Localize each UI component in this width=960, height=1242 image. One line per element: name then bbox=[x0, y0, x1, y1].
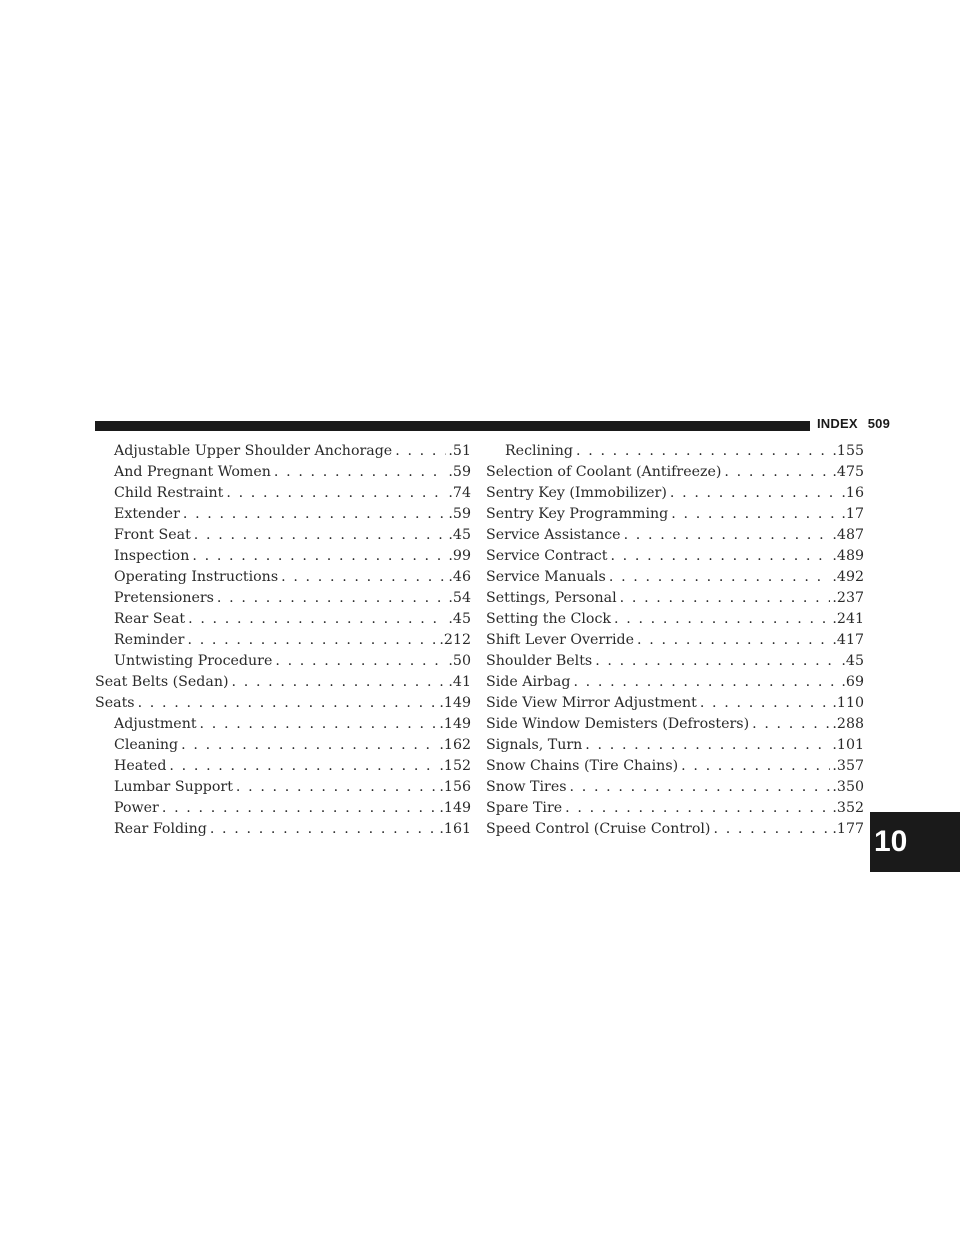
dot-leader bbox=[226, 483, 446, 504]
entry-term: Operating Instructions bbox=[114, 569, 279, 585]
entry-page: .149 bbox=[439, 695, 471, 711]
entry-term: Untwisting Procedure bbox=[114, 653, 273, 669]
entry-page: .357 bbox=[832, 758, 864, 774]
entry-term: Power bbox=[114, 800, 159, 816]
dot-leader bbox=[236, 777, 438, 798]
entry-term: Front Seat bbox=[114, 527, 191, 543]
entry-term: Side Window Demisters (Defrosters) bbox=[486, 716, 750, 732]
entry-page: .475 bbox=[832, 464, 864, 480]
entry-page: .156 bbox=[439, 779, 471, 795]
chapter-tab: 10 bbox=[870, 812, 960, 872]
index-entry bbox=[95, 798, 471, 819]
dot-leader bbox=[670, 483, 840, 504]
entry-term: Lumbar Support bbox=[114, 779, 233, 795]
entry-term: Adjustable Upper Shoulder Anchorage bbox=[114, 443, 393, 459]
index-entry bbox=[95, 672, 471, 693]
dot-leader bbox=[724, 462, 830, 483]
index-entry bbox=[95, 651, 471, 672]
entry-page: .51 bbox=[448, 443, 471, 459]
dot-leader bbox=[752, 714, 830, 735]
entry-page: .492 bbox=[832, 569, 864, 585]
dot-leader bbox=[573, 672, 839, 693]
index-entry bbox=[486, 525, 864, 546]
dot-leader bbox=[232, 672, 447, 693]
entry-page: .17 bbox=[841, 506, 864, 522]
dot-leader bbox=[565, 798, 830, 819]
dot-leader bbox=[570, 777, 831, 798]
dot-leader bbox=[620, 588, 831, 609]
index-entry bbox=[95, 630, 471, 651]
page-number: 509 bbox=[867, 416, 891, 431]
dot-leader bbox=[585, 735, 830, 756]
entry-page: .45 bbox=[448, 527, 471, 543]
index-entry bbox=[486, 630, 864, 651]
entry-page: .177 bbox=[832, 821, 864, 837]
entry-term: Seat Belts (Sedan) bbox=[95, 674, 229, 690]
dot-leader bbox=[192, 546, 446, 567]
entry-page: .288 bbox=[832, 716, 864, 732]
dot-leader bbox=[194, 525, 447, 546]
entry-page: .350 bbox=[832, 779, 864, 795]
entry-term: Shoulder Belts bbox=[486, 653, 593, 669]
entry-term: Adjustment bbox=[114, 716, 197, 732]
entry-page: .16 bbox=[841, 485, 864, 501]
entry-page: .212 bbox=[439, 632, 471, 648]
dot-leader bbox=[713, 819, 830, 840]
entry-page: .59 bbox=[448, 506, 471, 522]
index-entry bbox=[95, 693, 471, 714]
dot-leader bbox=[274, 462, 447, 483]
entry-page: .237 bbox=[832, 590, 864, 606]
entry-term: Reclining bbox=[505, 443, 573, 459]
index-entry bbox=[486, 504, 864, 525]
entry-term: Pretensioners bbox=[114, 590, 214, 606]
entry-term: Signals, Turn bbox=[486, 737, 583, 753]
dot-leader bbox=[169, 756, 437, 777]
dot-leader bbox=[275, 651, 446, 672]
dot-leader bbox=[200, 714, 438, 735]
dot-leader bbox=[595, 651, 839, 672]
dot-leader bbox=[671, 504, 839, 525]
index-entry bbox=[95, 714, 471, 735]
index-entry bbox=[486, 567, 864, 588]
entry-page: .54 bbox=[448, 590, 471, 606]
entry-page: .352 bbox=[832, 800, 864, 816]
index-entry bbox=[486, 546, 864, 567]
entry-term: Speed Control (Cruise Control) bbox=[486, 821, 711, 837]
index-entry bbox=[95, 525, 471, 546]
index-entry bbox=[486, 441, 864, 462]
entry-page: .110 bbox=[832, 695, 864, 711]
entry-page: .487 bbox=[832, 527, 864, 543]
header-label: INDEX bbox=[817, 416, 858, 431]
index-column-left bbox=[95, 441, 471, 840]
dot-leader bbox=[576, 441, 830, 462]
entry-page: .417 bbox=[832, 632, 864, 648]
entry-page: .149 bbox=[439, 800, 471, 816]
index-entry bbox=[95, 588, 471, 609]
entry-page: .74 bbox=[448, 485, 471, 501]
index-entry bbox=[95, 462, 471, 483]
entry-page: .241 bbox=[832, 611, 864, 627]
index-column-right bbox=[486, 441, 864, 840]
entry-term: Setting the Clock bbox=[486, 611, 612, 627]
entry-page: .489 bbox=[832, 548, 864, 564]
entry-page: .69 bbox=[841, 674, 864, 690]
entry-page: .50 bbox=[448, 653, 471, 669]
dot-leader bbox=[609, 567, 831, 588]
index-entry bbox=[486, 756, 864, 777]
dot-leader bbox=[624, 525, 831, 546]
dot-leader bbox=[395, 441, 446, 462]
index-entry bbox=[95, 441, 471, 462]
dot-leader bbox=[210, 819, 438, 840]
index-entry bbox=[95, 504, 471, 525]
entry-term: Snow Chains (Tire Chains) bbox=[486, 758, 679, 774]
entry-page: .149 bbox=[439, 716, 471, 732]
dot-leader bbox=[217, 588, 447, 609]
entry-term: Snow Tires bbox=[486, 779, 567, 795]
entry-term: Shift Lever Override bbox=[486, 632, 634, 648]
index-entry bbox=[95, 735, 471, 756]
index-entry bbox=[486, 609, 864, 630]
index-entry bbox=[486, 651, 864, 672]
entry-page: .162 bbox=[439, 737, 471, 753]
entry-term: Service Assistance bbox=[486, 527, 621, 543]
entry-page: .161 bbox=[439, 821, 471, 837]
entry-page: .46 bbox=[448, 569, 471, 585]
entry-page: .101 bbox=[832, 737, 864, 753]
index-entry bbox=[95, 756, 471, 777]
index-entry bbox=[486, 462, 864, 483]
entry-term: Extender bbox=[114, 506, 180, 522]
index-entry bbox=[95, 777, 471, 798]
dot-leader bbox=[187, 630, 437, 651]
entry-term: Seats bbox=[95, 695, 135, 711]
entry-term: Inspection bbox=[114, 548, 190, 564]
dot-leader bbox=[181, 735, 437, 756]
dot-leader bbox=[614, 609, 830, 630]
dot-leader bbox=[183, 504, 447, 525]
entry-term: And Pregnant Women bbox=[114, 464, 271, 480]
index-entry bbox=[486, 483, 864, 504]
entry-term: Sentry Key Programming bbox=[486, 506, 669, 522]
entry-page: .45 bbox=[841, 653, 864, 669]
entry-term: Reminder bbox=[114, 632, 185, 648]
entry-page: .152 bbox=[439, 758, 471, 774]
entry-page: .45 bbox=[448, 611, 471, 627]
dot-leader bbox=[138, 693, 438, 714]
entry-term: Selection of Coolant (Antifreeze) bbox=[486, 464, 722, 480]
entry-term: Side View Mirror Adjustment bbox=[486, 695, 697, 711]
entry-term: Child Restraint bbox=[114, 485, 224, 501]
header-rule bbox=[95, 421, 810, 431]
index-entry bbox=[486, 672, 864, 693]
entry-term: Side Airbag bbox=[486, 674, 571, 690]
entry-page: .99 bbox=[448, 548, 471, 564]
index-entry bbox=[486, 819, 864, 840]
dot-leader bbox=[700, 693, 831, 714]
dot-leader bbox=[681, 756, 830, 777]
index-entry bbox=[486, 693, 864, 714]
running-header bbox=[817, 416, 890, 431]
index-entry bbox=[95, 546, 471, 567]
entry-term: Rear Seat bbox=[114, 611, 186, 627]
entry-term: Spare Tire bbox=[486, 800, 563, 816]
index-entry bbox=[486, 798, 864, 819]
index-entry bbox=[95, 819, 471, 840]
index-entry bbox=[486, 735, 864, 756]
index-entry bbox=[95, 483, 471, 504]
entry-term: Sentry Key (Immobilizer) bbox=[486, 485, 667, 501]
index-entry bbox=[95, 567, 471, 588]
index-entry bbox=[486, 777, 864, 798]
entry-term: Service Contract bbox=[486, 548, 608, 564]
entry-term: Cleaning bbox=[114, 737, 179, 753]
dot-leader bbox=[162, 798, 438, 819]
entry-term: Rear Folding bbox=[114, 821, 207, 837]
entry-page: .41 bbox=[448, 674, 471, 690]
dot-leader bbox=[188, 609, 446, 630]
dot-leader bbox=[281, 567, 446, 588]
entry-term: Service Manuals bbox=[486, 569, 606, 585]
index-entry bbox=[95, 609, 471, 630]
index-entry bbox=[486, 714, 864, 735]
entry-term: Heated bbox=[114, 758, 167, 774]
entry-page: .59 bbox=[448, 464, 471, 480]
entry-page: .155 bbox=[832, 443, 864, 459]
entry-term: Settings, Personal bbox=[486, 590, 617, 606]
dot-leader bbox=[610, 546, 830, 567]
index-entry bbox=[486, 588, 864, 609]
dot-leader bbox=[637, 630, 830, 651]
